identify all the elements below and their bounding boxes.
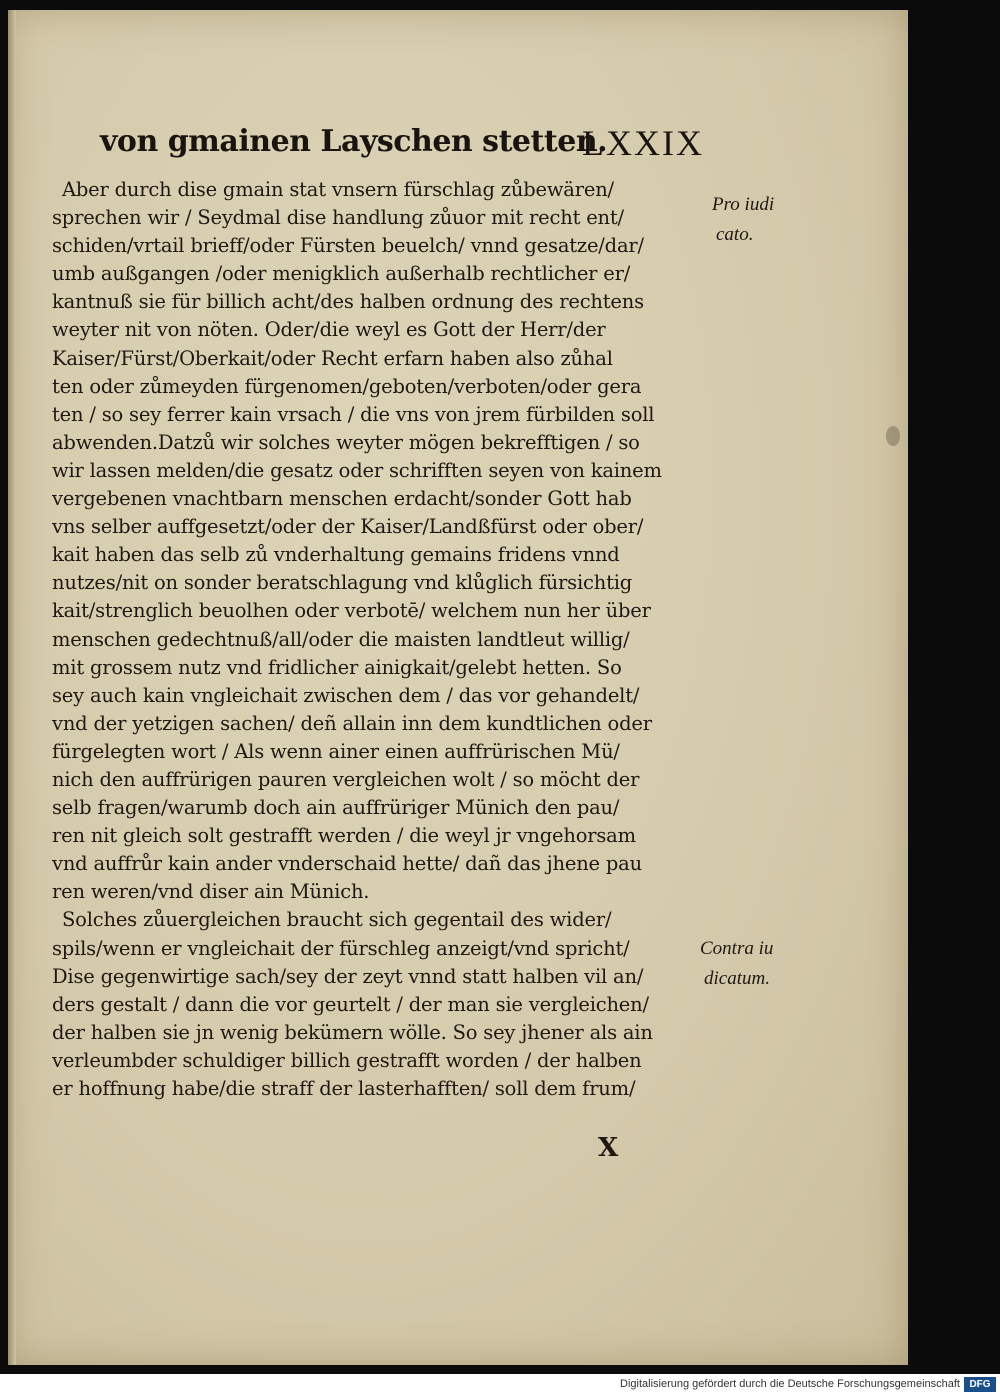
- text-line: vnd der yetzigen sachen/ deñ allain inn dem kundtlichen oder: [52, 711, 652, 735]
- text-line: mit grossem nutz vnd fridlicher ainigkait/gelebt hetten. So: [52, 655, 622, 679]
- text-line: ten oder zůmeyden fürgenomen/geboten/verboten/oder gera: [52, 374, 642, 398]
- text-line: vergebenen vnachtbarn menschen erdacht/sonder Gott hab: [52, 487, 632, 511]
- paper-stain: [886, 426, 900, 446]
- text-line: ders gestalt / dann die vor geurtelt / der man sie vergleichen/: [52, 992, 649, 1016]
- text-line: schiden/vrtail brieff/oder Fürsten beuelch/ vnnd gesatze/dar/: [52, 234, 644, 258]
- text-line: kait haben das selb zů vnderhaltung gemains fridens vnnd: [52, 543, 620, 567]
- text-line: umb außgangen /oder menigklich außerhalb rechtlicher er/: [52, 262, 631, 286]
- text-line: ten / so sey ferrer kain vrsach / die vns von jrem fürbilden soll: [52, 402, 655, 426]
- text-line: der halben sie jn wenig bekümern wölle. So sey jhener als ain: [52, 1020, 653, 1044]
- text-line: ren nit gleich solt gestrafft werden / die weyl jr vngehorsam: [52, 824, 636, 848]
- margin-note-line: Pro iudi: [712, 194, 775, 215]
- text-line: wir lassen melden/die gesatz oder schrifften seyen von kainem: [52, 458, 662, 482]
- folio-number: LXXIX: [582, 123, 704, 163]
- text-line: Aber durch dise gmain stat vnsern fürschlag zůbewären/: [62, 178, 614, 201]
- text-line: nutzes/nit on sonder beratschlagung vnd klůglich fürsichtig: [52, 571, 633, 595]
- margin-note-line: dicatum.: [704, 968, 770, 989]
- margin-note-pro-iudicato: [712, 190, 774, 250]
- footer-credit: Digitalisierung gefördert durch die Deutsche Forschungsgemeinschaft: [620, 1378, 960, 1390]
- text-line: fürgelegten wort / Als wenn ainer einen auffrürischen Mü/: [52, 739, 620, 763]
- text-line: weyter nit von nöten. Oder/die weyl es Gott der Herr/der: [52, 318, 606, 342]
- text-line: kantnuß sie für billich acht/des halben ordnung des rechtens: [52, 290, 644, 314]
- text-line: kait/strenglich beuolhen oder verbotē/ welchem nun her über: [52, 599, 651, 623]
- text-line: vnd auffrůr kain ander vnderschaid hette/ dañ das jhene pau: [52, 852, 642, 876]
- margin-note-contra-iudicatum: [700, 934, 773, 994]
- running-title: von gmainen Layschen stetten.: [100, 124, 608, 159]
- footer-bar: [0, 1374, 1000, 1396]
- margin-note-line: cato.: [716, 224, 754, 245]
- text-line: menschen gedechtnuß/all/oder die maisten landtleut willig/: [52, 627, 630, 651]
- text-line: Solches zůuergleichen braucht sich gegentail des wider/: [62, 908, 612, 932]
- text-line: vns selber auffgesetzt/oder der Kaiser/Landßfürst oder ober/: [52, 515, 644, 539]
- text-line: Kaiser/Fürst/Oberkait/oder Recht erfarn haben also zůhal: [52, 346, 613, 370]
- page-header: [100, 124, 720, 174]
- text-line: verleumbder schuldiger billich gestrafft worden / der halben: [52, 1048, 642, 1072]
- text-line: sprechen wir / Seydmal dise handlung zůuor mit recht ent/: [52, 206, 624, 230]
- body-text: [52, 176, 712, 1103]
- text-line: nich den auffrürigen pauren vergleichen wolt / so möcht der: [52, 767, 640, 791]
- text-line: spils/wenn er vngleichait der fürschleg anzeigt/vnd spricht/: [52, 936, 630, 960]
- text-line: selb fragen/warumb doch ain auffrüriger Münich den pau/: [52, 796, 620, 820]
- margin-note-line: Contra iu: [700, 938, 774, 959]
- signature-mark: X: [598, 1133, 619, 1163]
- page-gutter-edge: [8, 10, 16, 1365]
- text-line: abwenden.Datzů wir solches weyter mögen bekrefftigen / so: [52, 430, 640, 454]
- text-line: er hoffnung habe/die straff der lasterhafften/ soll dem frum/: [52, 1077, 636, 1100]
- text-line: ren weren/vnd diser ain Münich.: [52, 880, 370, 904]
- text-line: Dise gegenwirtige sach/sey der zeyt vnnd statt halben vil an/: [52, 964, 644, 988]
- dfg-logo-icon: DFG: [964, 1377, 996, 1392]
- text-line: sey auch kain vngleichait zwischen dem / das vor gehandelt/: [52, 683, 640, 707]
